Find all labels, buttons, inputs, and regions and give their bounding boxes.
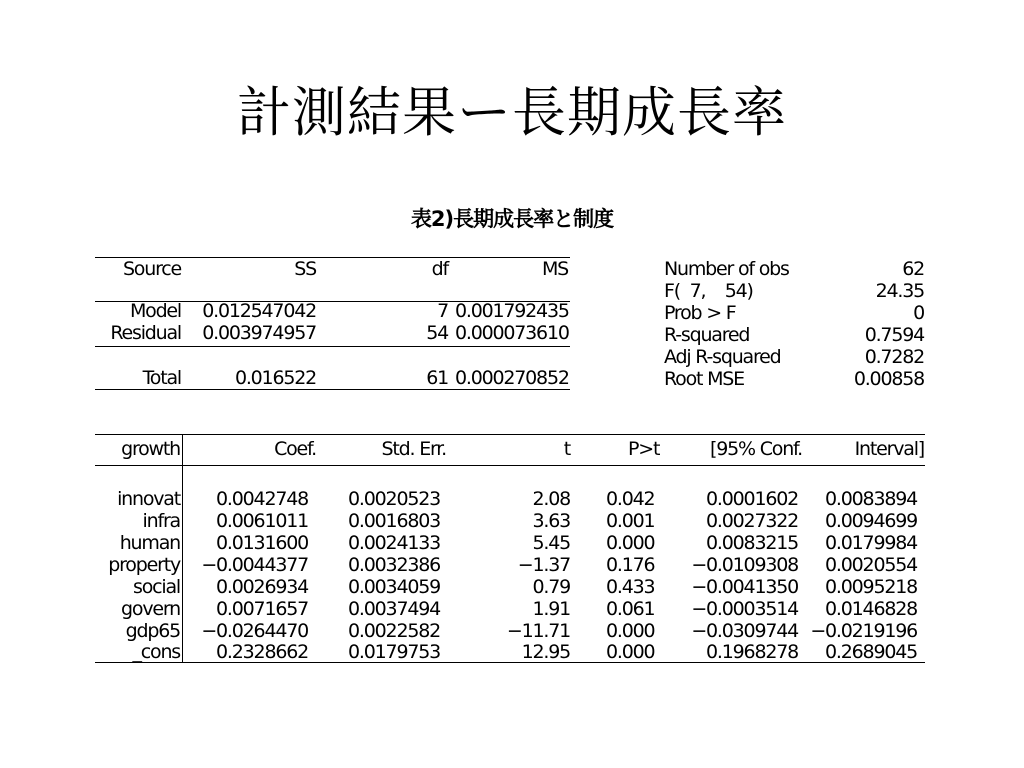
coef-ci-low: −0.0003514 xyxy=(691,598,798,620)
coef-ci-high: 0.0094699 xyxy=(825,510,917,532)
anova-row-total-source: Total xyxy=(142,367,181,389)
stat-value: 0.00858 xyxy=(853,368,924,390)
coef-var: govern xyxy=(121,598,180,620)
coef-value: 0.0071657 xyxy=(216,598,308,620)
anova-row-residual-source: Residual xyxy=(110,322,181,344)
stat-label: Number of obs xyxy=(664,258,789,280)
anova-row-model-df: 7 xyxy=(437,300,448,322)
coef-value: −0.0264470 xyxy=(201,620,308,642)
coef-ci-low: 0.1968278 xyxy=(706,641,798,663)
coef-value: 0.0042748 xyxy=(216,488,308,510)
coef-se: 0.0022582 xyxy=(348,620,440,642)
anova-header-ms: MS xyxy=(541,258,568,280)
coef-ci-high: 0.0083894 xyxy=(825,488,917,510)
coef-t: 3.63 xyxy=(532,510,570,532)
coef-se: 0.0037494 xyxy=(348,598,440,620)
coef-se: 0.0020523 xyxy=(348,488,440,510)
coef-ci-low: −0.0309744 xyxy=(691,620,798,642)
stat-label: Root MSE xyxy=(664,368,744,390)
coef-var: infra xyxy=(142,510,180,532)
coef-header-t: t xyxy=(563,438,570,460)
coef-var: property xyxy=(108,554,180,576)
coef-header-ci-low: [95% Conf. xyxy=(710,438,802,460)
coef-ci-low: 0.0001602 xyxy=(706,488,798,510)
stat-label: F( 7, 54) xyxy=(664,280,753,302)
coef-t: 12.95 xyxy=(521,641,570,663)
coef-se: 0.0034059 xyxy=(348,576,440,598)
stat-label: Adj R-squared xyxy=(664,346,781,368)
coef-value: 0.2328662 xyxy=(216,641,308,663)
coef-ci-high: 0.2689045 xyxy=(825,641,917,663)
stat-label: Prob > F xyxy=(664,302,736,324)
coef-se: 0.0179753 xyxy=(348,641,440,663)
coef-var: social xyxy=(133,576,180,598)
coef-column-separator xyxy=(182,434,183,662)
anova-row-model-source: Model xyxy=(129,300,181,322)
coef-p: 0.000 xyxy=(606,641,655,663)
coef-ci-high: 0.0179984 xyxy=(825,532,917,554)
anova-row-residual-ss: 0.003974957 xyxy=(202,322,316,344)
coef-header-coef: Coef. xyxy=(274,438,316,460)
coef-header-rule xyxy=(95,465,925,466)
coef-t: −1.37 xyxy=(517,554,570,576)
anova-bottom-rule xyxy=(95,389,570,390)
coef-var: innovat xyxy=(117,488,180,510)
coef-value: 0.0131600 xyxy=(216,532,308,554)
coef-ci-low: −0.0109308 xyxy=(691,554,798,576)
coef-header-p: P>t xyxy=(628,438,660,460)
anova-row-total-df: 61 xyxy=(426,367,448,389)
coef-p: 0.176 xyxy=(606,554,655,576)
coef-p: 0.001 xyxy=(606,510,655,532)
coef-ci-low: 0.0083215 xyxy=(706,532,798,554)
coef-ci-high: 0.0146828 xyxy=(825,598,917,620)
anova-header-df: df xyxy=(431,258,448,280)
coef-p: 0.061 xyxy=(606,598,655,620)
coef-ci-high: 0.0020554 xyxy=(825,554,917,576)
anova-row-model-ss: 0.012547042 xyxy=(202,300,316,322)
coef-var: human xyxy=(119,532,180,554)
coef-t: −11.71 xyxy=(506,620,570,642)
coef-se: 0.0032386 xyxy=(348,554,440,576)
coef-ci-high: −0.0219196 xyxy=(810,620,917,642)
anova-row-residual-df: 54 xyxy=(426,322,448,344)
coef-t: 5.45 xyxy=(532,532,570,554)
table-caption: 表2)長期成長率と制度 xyxy=(410,207,614,231)
coef-ci-low: −0.0041350 xyxy=(691,576,798,598)
stat-value: 24.35 xyxy=(875,280,924,302)
stat-value: 62 xyxy=(902,258,924,280)
coef-p: 0.042 xyxy=(606,488,655,510)
coef-t: 2.08 xyxy=(532,488,570,510)
stat-value: 0.7594 xyxy=(864,324,924,346)
coef-header-var: growth xyxy=(121,438,180,460)
coef-se: 0.0016803 xyxy=(348,510,440,532)
anova-row-total-ms: 0.000270852 xyxy=(455,367,569,389)
anova-header-source: Source xyxy=(122,258,181,280)
coef-t: 1.91 xyxy=(532,598,570,620)
coef-t: 0.79 xyxy=(532,576,570,598)
coef-ci-high: 0.0095218 xyxy=(825,576,917,598)
coef-header-ci-high: Interval] xyxy=(854,438,924,460)
coef-value: −0.0044377 xyxy=(201,554,308,576)
coef-se: 0.0024133 xyxy=(348,532,440,554)
coef-p: 0.000 xyxy=(606,532,655,554)
coef-value: 0.0061011 xyxy=(216,510,308,532)
anova-header-ss: SS xyxy=(294,258,316,280)
stat-value: 0 xyxy=(913,302,924,324)
coef-header-se: Std. Err. xyxy=(381,438,446,460)
stat-value: 0.7282 xyxy=(864,346,924,368)
coef-var: gdp65 xyxy=(125,620,180,642)
anova-row-residual-ms: 0.000073610 xyxy=(455,322,569,344)
coef-var: _cons xyxy=(132,641,180,663)
coef-top-rule xyxy=(95,434,925,435)
coef-ci-low: 0.0027322 xyxy=(706,510,798,532)
coef-p: 0.000 xyxy=(606,620,655,642)
stat-label: R-squared xyxy=(664,324,750,346)
coef-value: 0.0026934 xyxy=(216,576,308,598)
slide-title: 計測結果ー長期成長率 xyxy=(237,81,787,144)
anova-row-total-ss: 0.016522 xyxy=(234,367,316,389)
anova-row-model-ms: 0.001792435 xyxy=(455,300,569,322)
coef-p: 0.433 xyxy=(606,576,655,598)
anova-residual-rule xyxy=(95,346,570,347)
